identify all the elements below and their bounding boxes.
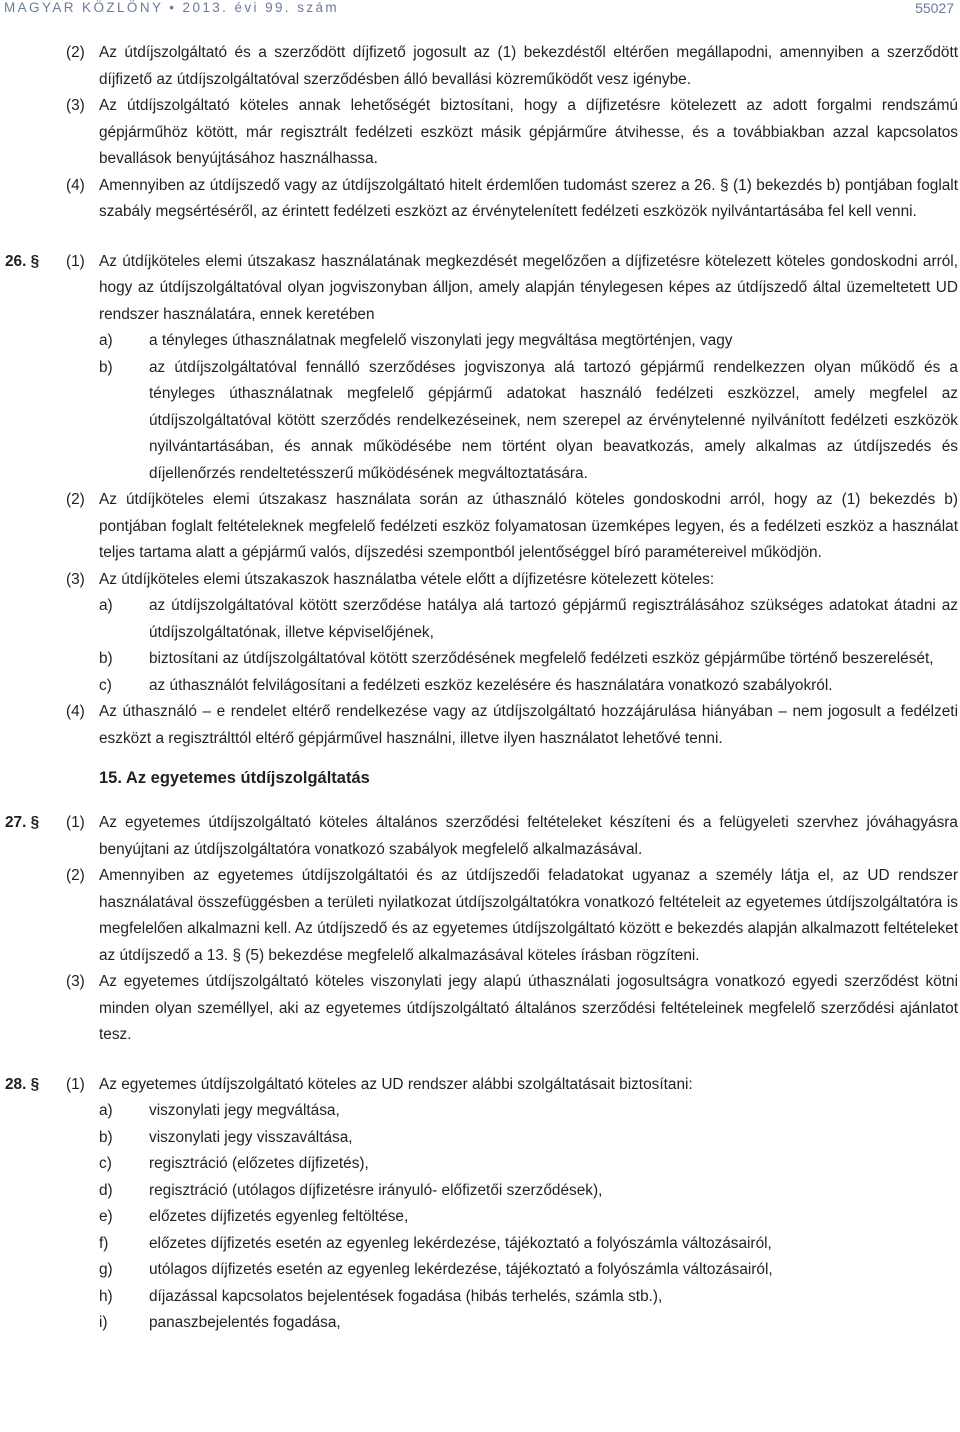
item-label: h) — [99, 1287, 113, 1305]
list-item — [0, 1125, 960, 1152]
paragraph-text: Az úthasználó – e rendelet eltérő rendelkezése vagy az útdíjszolgáltató hozzájárulása hiányában – nem jogosult a fedélzeti eszközt a regisztrálttól eltérő gépjárművel használni, illetve ilyen használatot lehetővé tenni. — [99, 703, 958, 747]
item-text: viszonylati jegy megváltása, — [149, 1102, 340, 1119]
paragraph — [0, 40, 960, 93]
item-text: viszonylati jegy visszaváltása, — [149, 1128, 353, 1146]
item-text: utólagos díjfizetés esetén az egyenleg lekérdezése, tájékoztató a folyószámla változásairól, — [149, 1261, 773, 1278]
section-spacer — [0, 226, 960, 249]
list-item — [0, 1231, 960, 1258]
paragraph-number: (1) — [66, 252, 85, 270]
item-label: c) — [99, 1155, 112, 1172]
paragraph — [0, 863, 960, 969]
paragraph-text: Amennyiben az egyetemes útdíjszolgáltatói és az útdíjszedői feladatokat ugyanaz a személy látja el, az UD rendszer használatával összefüggésben a területi nyilatkozat útdíjszolgáltatókra vonatkozó feltételeit az egyetemes útdíjszolgáltatóra is megfelelően alkalmazni kell. Az útdíjszedő és az egyetemes útdíjszolgáltató között e bekezdés alapján alkalmazott feltételeket az útdíjszedő a 13. § (5) bekezdése megfelelő alkalmazásával köteles írásban rögzíteni. — [99, 867, 958, 964]
section-number: 28. § — [5, 1075, 40, 1093]
paragraph-text: Az útdíjköteles elemi útszakasz használata során az úthasználó köteles gondoskodni arról, hogy az (1) bekezdés b) pontjában foglalt feltételeknek megfelelő fedélzeti eszköz folyamatosan üzemképes legyen, és a fedélzeti eszköz a használat teljes tartama alatt a gépjármű valós, díjszedési szempontból jelentőséggel bíró paramétereivel működjön. — [99, 491, 958, 561]
list-item — [0, 673, 960, 700]
item-text: az útdíjszolgáltatóval kötött szerződése hatálya alá tartozó gépjármű regisztrálásához szükséges adatokat átadni az útdíjszolgáltatónak, illetve képviselőjének, — [149, 597, 958, 641]
item-label: a) — [99, 1102, 113, 1119]
list-item — [0, 593, 960, 646]
item-label: i) — [99, 1314, 108, 1331]
section-number: 27. § — [5, 814, 40, 831]
paragraph-text: Az útdíjszolgáltató és a szerződött díjfizető jogosult az (1) bekezdéstől eltérően megállapodni, amennyiben a szerződött díjfizető az útdíjszolgáltatóval szerződésben álló bevallási közreműködőt vesz igénybe. — [99, 44, 958, 88]
list-item — [0, 646, 960, 673]
paragraph-number: (3) — [66, 570, 85, 588]
item-label: a) — [99, 332, 113, 349]
paragraph-text: Az útdíjköteles elemi útszakaszok használatba vétele előtt a díjfizetésre kötelezett köteles: — [99, 570, 715, 588]
paragraph — [0, 93, 960, 173]
item-text: biztosítani az útdíjszolgáltatóval kötött szerződésének megfelelő fedélzeti eszköz gépjárműbe történő beszerelését, — [149, 650, 934, 667]
page-header — [0, 0, 960, 18]
paragraph-number: (2) — [66, 44, 85, 61]
item-text: az útdíjszolgáltatóval fennálló szerződéses jogviszonya alá tartozó gépjármű rendelkezzen olyan működő és a tényleges úthasználatnak megfelelő gépjármű adatokat használó fedélzeti eszközzel, amely megfelel az útdíjszolgáltatóval kötött szerződés rendelkezéseinek, nem szerepel az érvénytelenné nyilvánított fedélzeti eszközök nyilvántartásában, és annak működésébe nem történt olyan beavatkozás, amely alkalmas az útdíjszedés és díjellenőrzés rendeltetésszerű működésének megváltoztatására. — [149, 358, 958, 482]
paragraph-text: Az egyetemes útdíjszolgáltató köteles általános szerződési feltételeket készíteni és a felügyeleti szervhez jóváhagyásra benyújtani az útdíjszolgáltatóra vonatkozó szabályok megfelelő alkalmazásával. — [99, 814, 958, 858]
paragraph-number: (3) — [66, 973, 85, 990]
list-item — [0, 1204, 960, 1231]
paragraph — [0, 810, 960, 863]
item-text: panaszbejelentés fogadása, — [149, 1314, 341, 1331]
paragraph-text: Amennyiben az útdíjszedő vagy az útdíjszolgáltató hitelt érdemlően tudomást szerez a 26. § (1) bekezdés b) pontjában foglalt szabály megsértéséről, az érintett fedélzeti eszközt az érvénytelenített fedélzeti eszközök nyilvántartásába fel kell venni. — [99, 176, 958, 220]
item-label: b) — [99, 650, 113, 667]
list-item — [0, 1098, 960, 1125]
paragraph — [0, 969, 960, 1049]
list-item — [0, 1284, 960, 1311]
paragraph-text: Az egyetemes útdíjszolgáltató köteles az UD rendszer alábbi szolgáltatásait biztosítani: — [99, 1075, 693, 1093]
section-number: 26. § — [5, 252, 40, 270]
paragraph-number: (3) — [66, 97, 85, 114]
paragraph-number: (1) — [66, 814, 85, 831]
item-label: d) — [99, 1181, 113, 1199]
paragraph — [0, 173, 960, 226]
paragraph-text: Az egyetemes útdíjszolgáltató köteles viszonylati jegy alapú úthasználati jogosultságra vonatkozó egyedi szerződést kötni minden olyan személlyel, aki az egyetemes útdíjszolgáltató általános szerződési feltételeinek megfelelő szerződési ajánlatot tesz. — [99, 973, 958, 1043]
item-text: előzetes díjfizetés esetén az egyenleg lekérdezése, tájékoztató a folyószámla változásairól, — [149, 1234, 772, 1252]
paragraph-number: (4) — [66, 176, 85, 194]
paragraph — [0, 567, 960, 594]
item-label: a) — [99, 597, 113, 614]
paragraph-number: (2) — [66, 491, 85, 508]
paragraph — [0, 699, 960, 752]
item-text: előzetes díjfizetés egyenleg feltöltése, — [149, 1208, 409, 1225]
item-label: b) — [99, 1128, 113, 1146]
item-text: díjazással kapcsolatos bejelentések fogadása (hibás terhelés, számla stb.), — [149, 1287, 663, 1305]
chapter-heading: 15. Az egyetemes útdíjszolgáltatás — [99, 769, 370, 787]
item-text: az úthasználót felvilágosítani a fedélzeti eszköz kezelésére és használatára vonatkozó szabályokról. — [149, 676, 833, 694]
item-label: g) — [99, 1261, 113, 1278]
item-label: f) — [99, 1234, 109, 1252]
paragraph — [0, 249, 960, 329]
page-number: 55027 — [915, 0, 954, 16]
paragraph-text: Az útdíjköteles elemi útszakasz használatának megkezdését megelőzően a díjfizetésre kötelezett köteles gondoskodni arról, hogy az útdíjszolgáltatóval olyan jogviszonyban álljon, amely alapján ténylegesen képes az útdíjszedő által üzemeltetett UD rendszer használatára, ennek keretében — [99, 252, 958, 323]
list-item — [0, 1310, 960, 1337]
item-text: a tényleges úthasználatnak megfelelő viszonylati jegy megváltása megtörténjen, vagy — [149, 332, 733, 349]
list-item — [0, 355, 960, 488]
item-text: regisztráció (előzetes díjfizetés), — [149, 1155, 369, 1172]
paragraph-text: Az útdíjszolgáltató köteles annak lehetőségét biztosítani, hogy a díjfizetésre kötelezett az adott forgalmi rendszámú gépjárműhöz kötött, már regisztrált fedélzeti eszközt másik gépjárműre átvihesse, és a továbbiakban azzal kapcsolatos bevallások benyújtásához használhassa. — [99, 97, 958, 167]
item-label: e) — [99, 1208, 113, 1225]
item-label: c) — [99, 676, 112, 694]
paragraph — [0, 487, 960, 567]
list-item — [0, 1178, 960, 1205]
item-text: regisztráció (utólagos díjfizetésre irányuló- előfizetői szerződések), — [149, 1181, 603, 1199]
paragraph — [0, 1072, 960, 1099]
paragraph-number: (4) — [66, 703, 85, 720]
list-item — [0, 328, 960, 355]
list-item — [0, 1257, 960, 1284]
section-spacer — [0, 1049, 960, 1072]
list-item — [0, 1151, 960, 1178]
journal-title: MAGYAR KÖZLÖNY • 2013. évi 99. szám — [4, 0, 340, 15]
document-body — [0, 40, 960, 1337]
paragraph-number: (1) — [66, 1075, 85, 1093]
item-label: b) — [99, 358, 113, 376]
paragraph-number: (2) — [66, 867, 85, 884]
